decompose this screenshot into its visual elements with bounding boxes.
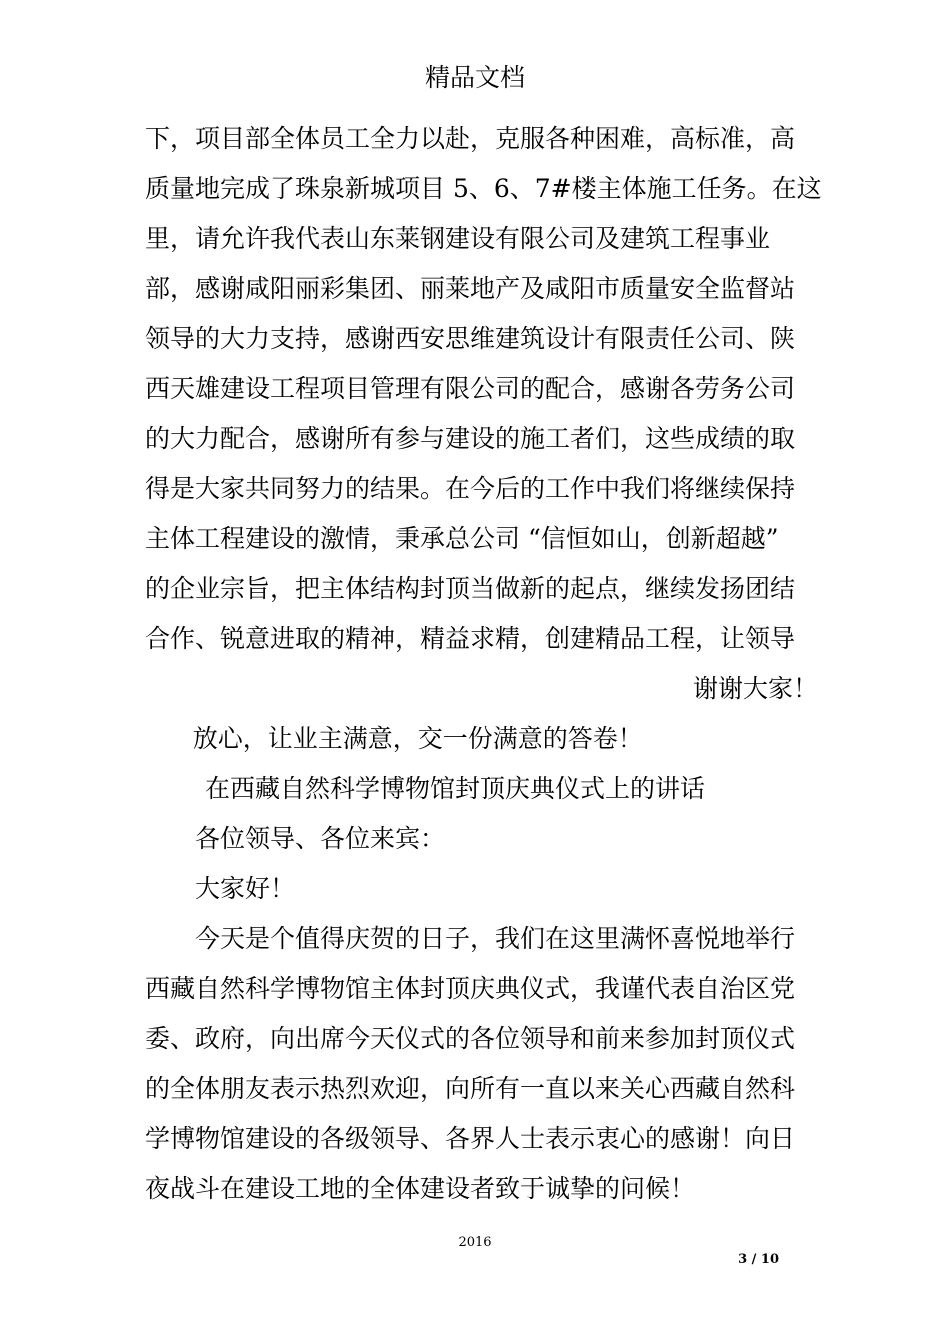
body-line: 的企业宗旨，把主体结构封顶当做新的起点，继续发扬团结 [145,574,796,603]
speech-line: 夜战斗在建设工地的全体建设者致于诚挚的问候！ [145,1174,696,1203]
speech-line: 西藏自然科学博物馆主体封顶庆典仪式，我谨代表自治区党 [145,974,796,1003]
speech-greeting: 大家好！ [195,874,296,903]
closing-line [145,664,845,753]
closing-text: 放心，让业主满意，交一份满意的答卷！ [192,724,643,753]
body-line: 的大力配合，感谢所有参与建设的施工者们，这些成绩的取 [145,424,796,453]
speech-line: 学博物馆建设的各级领导、各界人士表示衷心的感谢！向日 [145,1124,796,1153]
body-line: 里，请允许我代表山东莱钢建设有限公司及建筑工程事业 [145,224,771,253]
body-line: 得是大家共同努力的结果。在今后的工作中我们将继续保持 [145,474,796,503]
body-line: 西天雄建设工程项目管理有限公司的配合，感谢各劳务公司 [145,374,796,403]
body-line: 主体工程建设的激情，秉承总公司 “信恒如山，创新超越” [145,524,779,553]
document-body [145,114,845,1214]
speech-title: 在西藏自然科学博物馆封顶庆典仪式上的讲话 [205,774,706,803]
body-line: 下，项目部全体员工全力以赴，克服各种困难，高标准，高 [145,124,796,153]
speech-line: 今天是个值得庆贺的日子，我们在这里满怀喜悦地举行 [195,924,796,953]
body-line: 部，感谢咸阳丽彩集团、丽莱地产及咸阳市质量安全监督站 [145,274,796,303]
page-header: 精品文档 [424,63,525,92]
speech-line: 委、政府，向出席今天仪式的各位领导和前来参加封顶仪式 [145,1024,796,1053]
body-line: 领导的大力支持，感谢西安思维建筑设计有限责任公司、陕 [145,324,796,353]
page-number: 3 / 10 [738,1252,779,1267]
body-line: 合作、锐意进取的精神，精益求精，创建精品工程，让领导 [145,624,796,653]
speech-salutation: 各位领导、各位来宾： [195,824,446,853]
speech-line: 的全体朋友表示热烈欢迎，向所有一直以来关心西藏自然科 [145,1074,796,1103]
thanks-text: 谢谢大家！ [693,674,819,703]
body-line: 质量地完成了珠泉新城项目 5、6、7#楼主体施工任务。在这 [145,174,822,203]
footer-year: 2016 [458,1235,492,1250]
